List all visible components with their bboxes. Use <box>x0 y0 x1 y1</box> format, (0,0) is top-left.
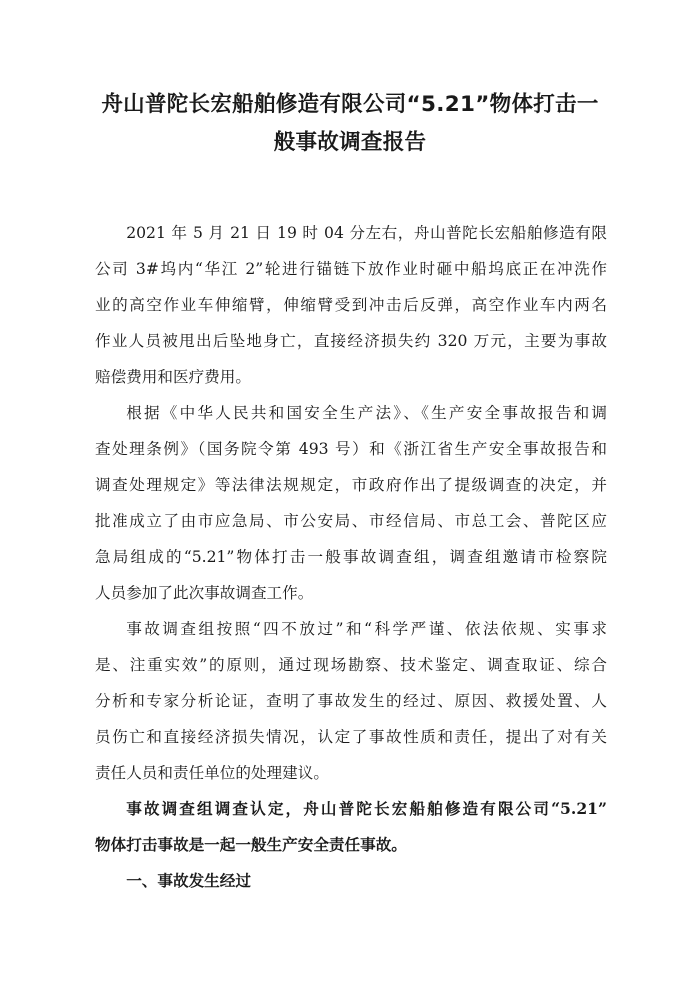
paragraph-line: 赔偿费用和医疗费用。 <box>95 368 251 386</box>
paragraph-line: 分析和专家分析论证，查明了事故发生的经过、原因、救援处置、人 <box>95 692 607 710</box>
document-body <box>95 215 607 899</box>
paragraph-line: 公司 3#坞内“华江 2”轮进行锚链下放作业时砸中船坞底正在冲洗作 <box>95 260 607 278</box>
paragraph-legal-basis <box>95 395 607 611</box>
section-heading-text: 一、事故发生经过 <box>126 872 251 890</box>
paragraph-line: 人员参加了此次事故调查工作。 <box>95 584 314 602</box>
paragraph-line: 查处理条例》（国务院令第 493 号）和《浙江省生产安全事故报告和 <box>95 440 607 458</box>
paragraph-line: 事故调查组调查认定，舟山普陀长宏船舶修造有限公司“5.21” <box>126 799 607 818</box>
paragraph-line: 事故调查组按照“四不放过”和“科学严谨、依法依规、实事求 <box>126 620 607 638</box>
document-title <box>95 86 605 162</box>
paragraph-line: 业的高空作业车伸缩臂，伸缩臂受到冲击后反弹，高空作业车内两名 <box>95 296 607 314</box>
paragraph-line: 根据《中华人民共和国安全生产法》、《生产安全事故报告和调 <box>126 404 607 422</box>
paragraph-line: 是、注重实效”的原则，通过现场勘察、技术鉴定、调查取证、综合 <box>95 656 607 674</box>
paragraph-line: 调查处理规定》等法律法规规定，市政府作出了提级调查的决定，并 <box>95 476 607 494</box>
paragraph-investigation-method <box>95 611 607 791</box>
paragraph-line: 2021 年 5 月 21 日 19 时 04 分左右，舟山普陀长宏船舶修造有限 <box>126 224 607 242</box>
paragraph-line: 急局组成的“5.21”物体打击一般事故调查组，调查组邀请市检察院 <box>95 548 607 566</box>
section-heading <box>95 863 607 899</box>
paragraph-conclusion <box>95 791 607 863</box>
paragraph-line: 作业人员被甩出后坠地身亡，直接经济损失约 320 万元，主要为事故 <box>95 332 607 350</box>
paragraph-line: 员伤亡和直接经济损失情况，认定了事故性质和责任，提出了对有关 <box>95 728 607 746</box>
title-line-1: 舟山普陀长宏船舶修造有限公司“5.21”物体打击一 <box>101 92 599 117</box>
paragraph-line: 责任人员和责任单位的处理建议。 <box>95 764 329 782</box>
paragraph-incident-summary <box>95 215 607 395</box>
title-line-2: 般事故调查报告 <box>273 130 427 155</box>
paragraph-line: 物体打击事故是一起一般生产安全责任事故。 <box>95 835 407 854</box>
paragraph-line: 批准成立了由市应急局、市公安局、市经信局、市总工会、普陀区应 <box>95 512 607 530</box>
